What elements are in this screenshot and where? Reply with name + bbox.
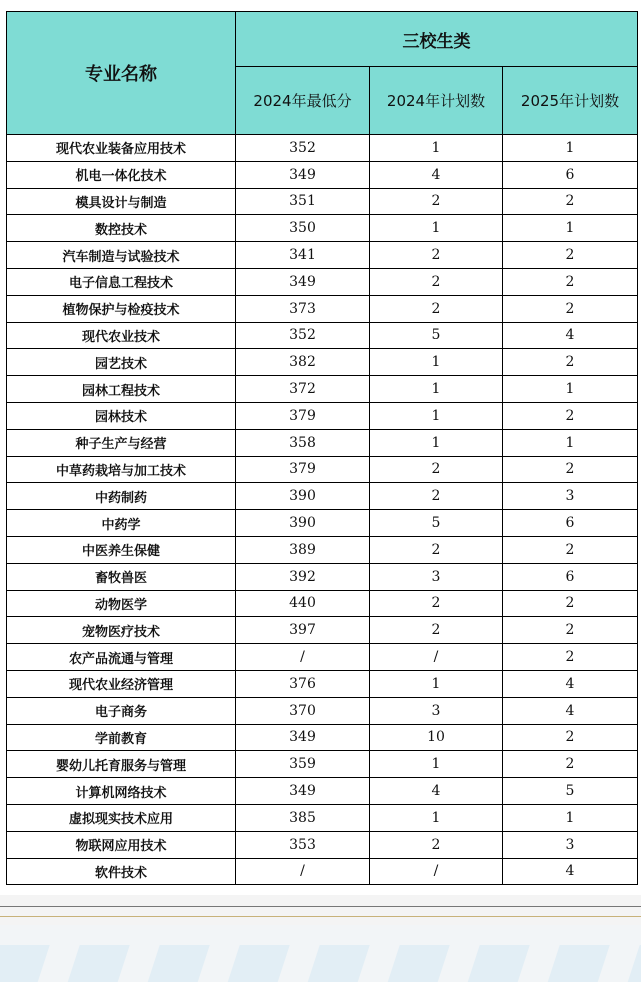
min-score-2024-cell: 341	[236, 242, 370, 269]
min-score-2024-cell: 349	[236, 778, 370, 805]
plan-2025-cell: 2	[503, 536, 638, 563]
table-body	[7, 135, 638, 885]
plan-2025-cell: 2	[503, 590, 638, 617]
footer-stripe	[540, 945, 609, 982]
table-row	[7, 215, 638, 242]
table-row	[7, 724, 638, 751]
table-row	[7, 161, 638, 188]
plan-2025-cell: 2	[503, 295, 638, 322]
min-score-2024-cell: 382	[236, 349, 370, 376]
plan-2025-cell: 2	[503, 188, 638, 215]
table-row	[7, 322, 638, 349]
plan-2025-cell: 3	[503, 831, 638, 858]
min-score-2024-cell: 440	[236, 590, 370, 617]
plan-2024-cell: /	[370, 644, 503, 671]
plan-2024-cell: 1	[370, 349, 503, 376]
plan-2024-cell: 1	[370, 135, 503, 162]
min-score-2024-cell: 351	[236, 188, 370, 215]
plan-2024-cell: 1	[370, 751, 503, 778]
major-name-cell: 现代农业技术	[7, 322, 236, 349]
plan-2024-cell: 1	[370, 376, 503, 403]
plan-2025-cell: 5	[503, 778, 638, 805]
min-score-2024-cell: 352	[236, 322, 370, 349]
table-row	[7, 135, 638, 162]
major-name-cell: 电子信息工程技术	[7, 268, 236, 295]
plan-2025-cell: 3	[503, 483, 638, 510]
min-score-2024-cell: 349	[236, 724, 370, 751]
major-name-cell: 农产品流通与管理	[7, 644, 236, 671]
major-name-cell: 汽车制造与试验技术	[7, 242, 236, 269]
min-score-2024-cell: 392	[236, 563, 370, 590]
footer-pattern	[0, 925, 641, 982]
min-score-2024-cell: 350	[236, 215, 370, 242]
plan-2025-cell: 1	[503, 135, 638, 162]
table-row	[7, 751, 638, 778]
footer-stripe	[0, 945, 50, 982]
major-name-cell: 现代农业经济管理	[7, 670, 236, 697]
plan-2025-cell: 2	[503, 617, 638, 644]
min-score-2024-cell: 379	[236, 456, 370, 483]
plan-2024-cell: 2	[370, 617, 503, 644]
plan-2024-cell: 2	[370, 188, 503, 215]
table-row	[7, 510, 638, 537]
min-score-2024-cell: 390	[236, 510, 370, 537]
plan-2024-cell: 4	[370, 161, 503, 188]
min-score-2024-cell: 373	[236, 295, 370, 322]
plan-2024-cell: 2	[370, 456, 503, 483]
min-score-2024-cell: 397	[236, 617, 370, 644]
min-score-2024-cell: 370	[236, 697, 370, 724]
major-name-cell: 机电一体化技术	[7, 161, 236, 188]
min-score-2024-cell: 376	[236, 670, 370, 697]
header-2024-min-score: 2024年最低分	[236, 67, 370, 135]
plan-2025-cell: 6	[503, 510, 638, 537]
footer-stripe	[220, 945, 289, 982]
plan-2024-cell: 2	[370, 590, 503, 617]
footer-stripe	[620, 945, 641, 982]
table-row	[7, 188, 638, 215]
plan-2024-cell: 2	[370, 831, 503, 858]
table-row	[7, 831, 638, 858]
plan-2025-cell: 1	[503, 804, 638, 831]
plan-2024-cell: 1	[370, 215, 503, 242]
plan-2025-cell: 2	[503, 242, 638, 269]
table-row	[7, 536, 638, 563]
table-row	[7, 349, 638, 376]
table-row	[7, 456, 638, 483]
plan-2025-cell: 4	[503, 858, 638, 885]
plan-2024-cell: 10	[370, 724, 503, 751]
table-row	[7, 644, 638, 671]
major-name-cell: 中药制药	[7, 483, 236, 510]
plan-2024-cell: 2	[370, 268, 503, 295]
min-score-2024-cell: 385	[236, 804, 370, 831]
major-name-cell: 数控技术	[7, 215, 236, 242]
plan-2024-cell: 4	[370, 778, 503, 805]
major-name-cell: 物联网应用技术	[7, 831, 236, 858]
major-name-cell: 虚拟现实技术应用	[7, 804, 236, 831]
major-name-cell: 畜牧兽医	[7, 563, 236, 590]
min-score-2024-cell: 390	[236, 483, 370, 510]
major-name-cell: 中医养生保健	[7, 536, 236, 563]
plan-2025-cell: 6	[503, 563, 638, 590]
header-major-name: 专业名称	[7, 12, 236, 135]
major-name-cell: 模具设计与制造	[7, 188, 236, 215]
major-name-cell: 中草药栽培与加工技术	[7, 456, 236, 483]
major-name-cell: 电子商务	[7, 697, 236, 724]
plan-2024-cell: 3	[370, 697, 503, 724]
plan-2025-cell: 4	[503, 697, 638, 724]
major-name-cell: 园艺技术	[7, 349, 236, 376]
min-score-2024-cell: 349	[236, 161, 370, 188]
min-score-2024-cell: 359	[236, 751, 370, 778]
plan-2025-cell: 2	[503, 456, 638, 483]
plan-2025-cell: 1	[503, 376, 638, 403]
major-name-cell: 婴幼儿托育服务与管理	[7, 751, 236, 778]
plan-2024-cell: 3	[370, 563, 503, 590]
plan-2024-cell: 2	[370, 295, 503, 322]
min-score-2024-cell: 352	[236, 135, 370, 162]
header-2024-plan: 2024年计划数	[370, 67, 503, 135]
major-name-cell: 动物医学	[7, 590, 236, 617]
major-name-cell: 中药学	[7, 510, 236, 537]
plan-2025-cell: 2	[503, 751, 638, 778]
table-row	[7, 778, 638, 805]
min-score-2024-cell: 389	[236, 536, 370, 563]
footer-stripe	[380, 945, 449, 982]
min-score-2024-cell: 353	[236, 831, 370, 858]
plan-2024-cell: 1	[370, 429, 503, 456]
plan-2025-cell: 6	[503, 161, 638, 188]
major-name-cell: 现代农业装备应用技术	[7, 135, 236, 162]
min-score-2024-cell: 372	[236, 376, 370, 403]
header-student-group: 三校生类	[236, 12, 638, 67]
plan-2024-cell: /	[370, 858, 503, 885]
footer-stripe	[460, 945, 529, 982]
table-row	[7, 617, 638, 644]
min-score-2024-cell: /	[236, 644, 370, 671]
major-name-cell: 植物保护与检疫技术	[7, 295, 236, 322]
plan-2024-cell: 2	[370, 536, 503, 563]
major-name-cell: 园林技术	[7, 402, 236, 429]
plan-2025-cell: 4	[503, 670, 638, 697]
plan-2025-cell: 2	[503, 644, 638, 671]
table-row	[7, 804, 638, 831]
footer-stripe	[60, 945, 129, 982]
plan-2024-cell: 5	[370, 322, 503, 349]
plan-2024-cell: 5	[370, 510, 503, 537]
table-row	[7, 483, 638, 510]
table-row	[7, 858, 638, 885]
table-row	[7, 295, 638, 322]
plan-2024-cell: 1	[370, 402, 503, 429]
min-score-2024-cell: 358	[236, 429, 370, 456]
major-name-cell: 宠物医疗技术	[7, 617, 236, 644]
table-row	[7, 670, 638, 697]
plan-2025-cell: 2	[503, 349, 638, 376]
header-2025-plan: 2025年计划数	[503, 67, 638, 135]
admission-table	[6, 11, 638, 885]
table-row	[7, 402, 638, 429]
plan-2024-cell: 1	[370, 670, 503, 697]
plan-2025-cell: 1	[503, 429, 638, 456]
table-row	[7, 429, 638, 456]
major-name-cell: 计算机网络技术	[7, 778, 236, 805]
min-score-2024-cell: /	[236, 858, 370, 885]
table-row	[7, 268, 638, 295]
table-row	[7, 242, 638, 269]
plan-2024-cell: 2	[370, 242, 503, 269]
divider-line-gold	[0, 916, 641, 917]
divider-line	[0, 906, 641, 907]
plan-2025-cell: 4	[503, 322, 638, 349]
plan-2025-cell: 1	[503, 215, 638, 242]
table-row	[7, 590, 638, 617]
footer-stripe	[140, 945, 209, 982]
table-row	[7, 376, 638, 403]
min-score-2024-cell: 349	[236, 268, 370, 295]
plan-2024-cell: 2	[370, 483, 503, 510]
major-name-cell: 园林工程技术	[7, 376, 236, 403]
plan-2024-cell: 1	[370, 804, 503, 831]
min-score-2024-cell: 379	[236, 402, 370, 429]
plan-2025-cell: 2	[503, 402, 638, 429]
major-name-cell: 软件技术	[7, 858, 236, 885]
major-name-cell: 种子生产与经营	[7, 429, 236, 456]
table-row	[7, 697, 638, 724]
major-name-cell: 学前教育	[7, 724, 236, 751]
plan-2025-cell: 2	[503, 724, 638, 751]
plan-2025-cell: 2	[503, 268, 638, 295]
footer-stripe	[300, 945, 369, 982]
table-row	[7, 563, 638, 590]
